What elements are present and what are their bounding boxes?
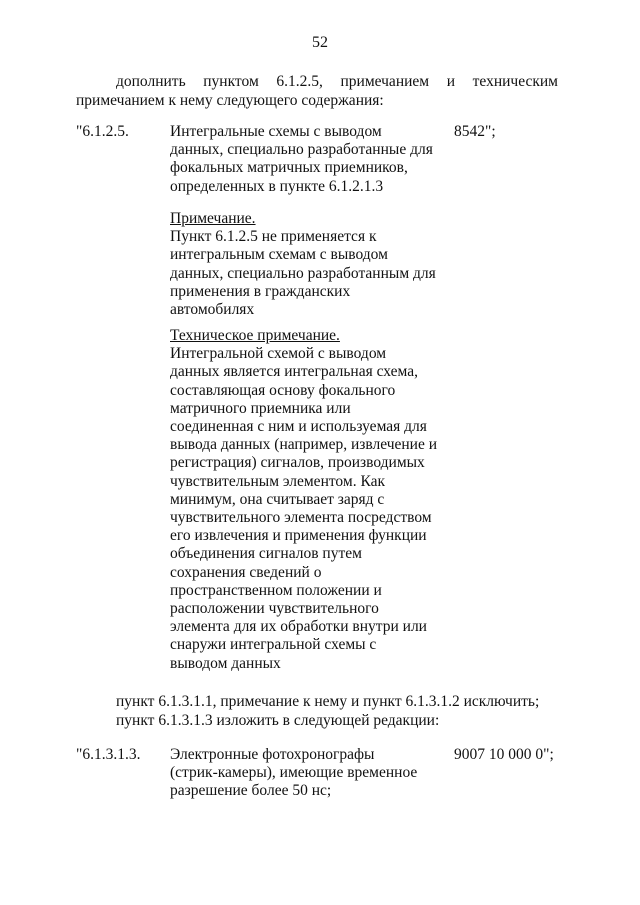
entry-1-text-line: Интегральные схемы с выводом	[170, 123, 382, 140]
note-line: автомобилях	[170, 301, 255, 319]
entry-2-code: 9007 10 000 0";	[454, 746, 554, 763]
technical-note-line: Интегральной схемой с выводом	[170, 345, 387, 363]
entry-1-text	[170, 123, 460, 196]
entry-2-number: "6.1.3.1.3.	[76, 746, 141, 763]
technical-note-line: матричного приемника или	[170, 399, 351, 417]
page-number: 52	[312, 34, 328, 51]
technical-note-line: чувствительного элемента посредством	[170, 509, 432, 527]
note-title: Примечание.	[170, 210, 256, 227]
entry-1-note	[170, 210, 460, 319]
intro-line-1: дополнить пунктом 6.1.2.5, примечанием и техническим	[116, 73, 558, 90]
technical-note-line: данных является интегральная схема,	[170, 363, 418, 381]
entry-1-text-line: определенных в пункте 6.1.2.1.3	[170, 177, 384, 195]
entry-1-code: 8542";	[454, 123, 496, 140]
entry-1-text-line: данных, специально разработанные для	[170, 141, 433, 159]
entry-1-number: "6.1.2.5.	[76, 123, 129, 140]
technical-note-line: элемента для их обработки внутри или	[170, 618, 427, 636]
note-line: интегральным схемам с выводом	[170, 246, 388, 264]
note-line: данных, специально разработанным для	[170, 264, 436, 282]
technical-note-line: минимум, она считывает заряд с	[170, 490, 385, 508]
intro-line-2: примечанием к нему следующего содержания:	[76, 92, 384, 109]
technical-note-line: его извлечения и применения функции	[170, 527, 427, 545]
technical-note-line: сохранения сведений о	[170, 563, 322, 581]
technical-note-line: пространственном положении и	[170, 581, 382, 599]
technical-note-line: выводом данных	[170, 654, 281, 672]
technical-note-line: составляющая основу фокального	[170, 381, 396, 399]
entry-2-text-line: разрешение более 50 нс;	[170, 782, 332, 800]
technical-note-line: чувствительным элементом. Как	[170, 472, 385, 490]
technical-note-line: вывода данных (например, извлечение и	[170, 436, 438, 454]
technical-note-line: регистрация) сигналов, производимых	[170, 454, 425, 472]
entry-2-text	[170, 746, 460, 801]
technical-note-line: объединения сигналов путем	[170, 545, 362, 563]
technical-note-line: соединенная с ним и используемая для	[170, 418, 427, 436]
entry-2-text-line: (стрик-камеры), имеющие временное	[170, 764, 418, 782]
entry-2-text-line: Электронные фотохронографы	[170, 746, 375, 763]
entry-1-text-line: фокальных матричных приемников,	[170, 159, 408, 177]
technical-note-title: Техническое примечание.	[170, 327, 340, 344]
note-line: Пункт 6.1.2.5 не применяется к	[170, 228, 377, 246]
entry-1-technical-note	[170, 327, 460, 673]
instruction-line-1: пункт 6.1.3.1.1, примечание к нему и пункт 6.1.3.1.2 исключить;	[116, 693, 540, 710]
technical-note-line: расположении чувствительного	[170, 600, 379, 618]
instruction-line-2: пункт 6.1.3.1.3 изложить в следующей редакции:	[116, 712, 440, 729]
technical-note-line: снаружи интегральной схемы с	[170, 636, 377, 654]
note-line: применения в гражданских	[170, 282, 351, 300]
